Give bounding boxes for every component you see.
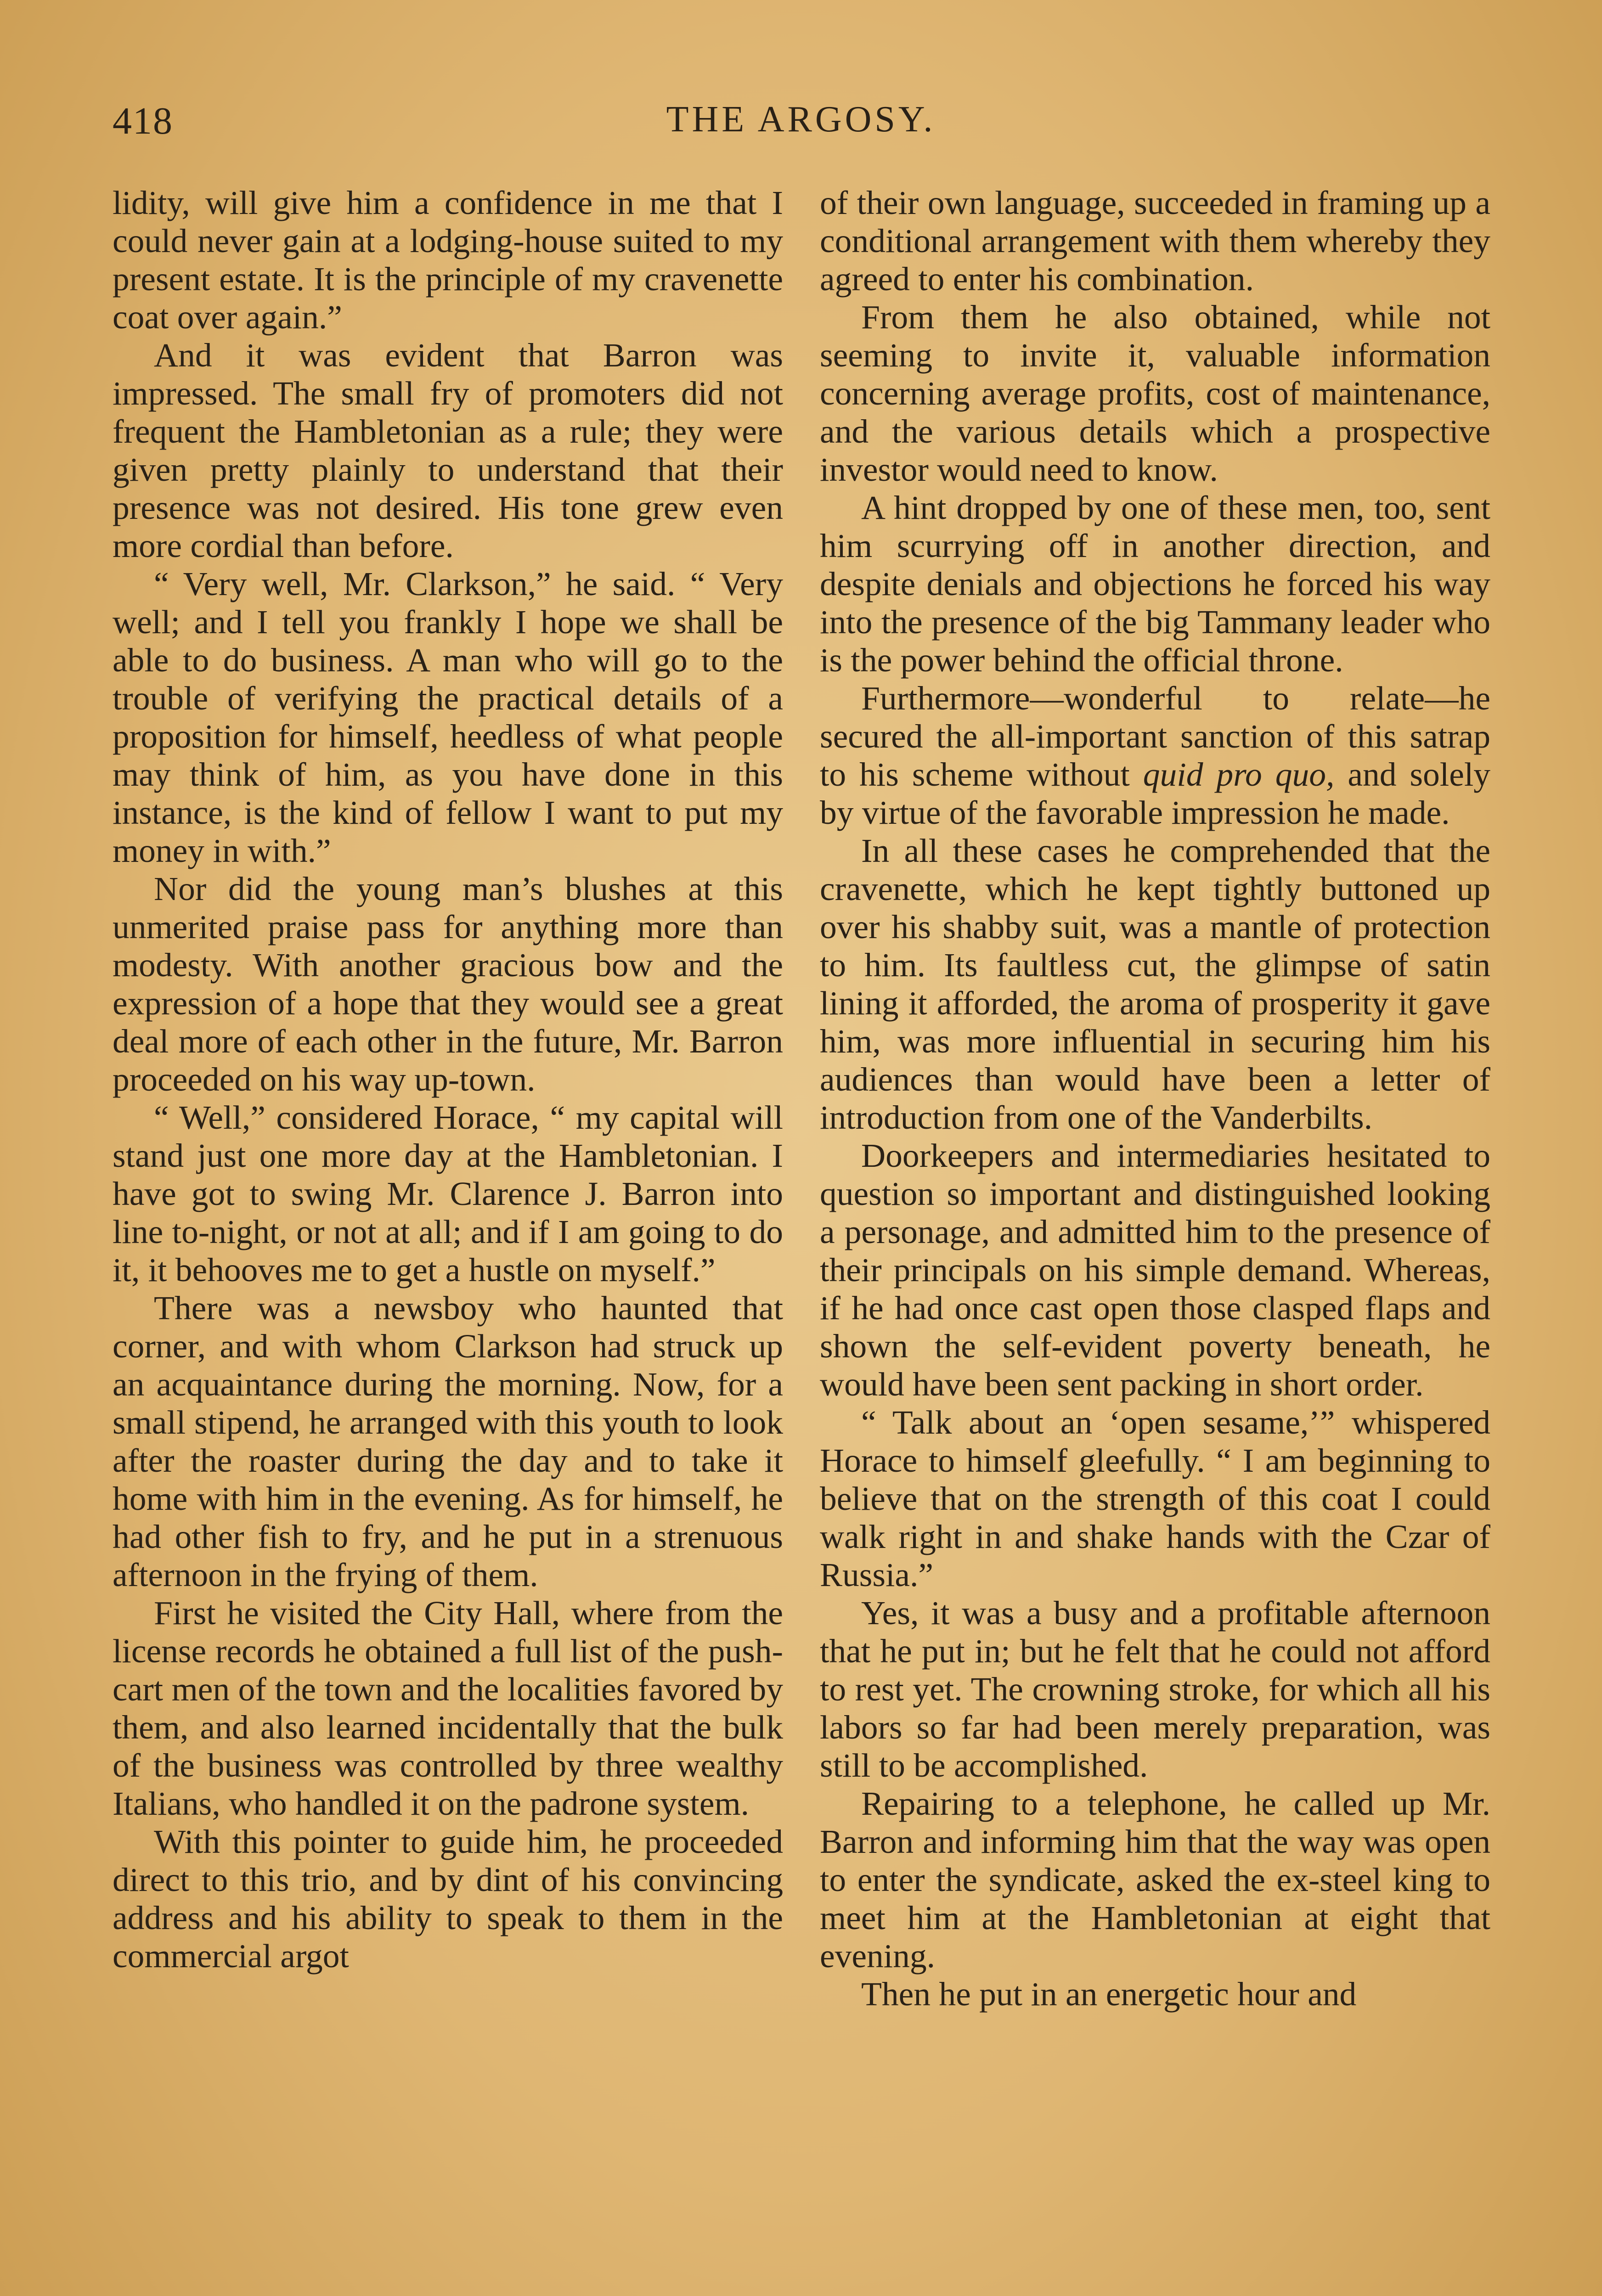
paragraph: Furthermore—wonderful to relate—he secured the all-important sanction of this satrap to his scheme without quid pro quo, and solely by virtue of the favorable impression he made.	[820, 680, 1490, 831]
paragraph: From them he also obtained, while not seeming to invite it, valuable information concerning average profits, cost of maintenance, and the various details which a prospective investor would need to know.	[820, 298, 1490, 488]
paragraph: Nor did the young man’s blushes at this unmerited praise pass for anything more than modesty. With another gracious bow and the expression of a hope that they would see a great deal more of each other in the future, Mr. Barron proceeded on his way up-town.	[113, 870, 783, 1098]
paragraph: With this pointer to guide him, he proceeded direct to this trio, and by dint of his convincing address and his ability to speak to them in the commercial argot	[113, 1823, 783, 1975]
paragraph: lidity, will give him a confidence in me that I could never gain at a lodging-house suited to my present estate. It is the principle of my cravenette coat over again.”	[113, 184, 783, 336]
italic-phrase: quid pro quo,	[1143, 756, 1335, 793]
right-column	[820, 184, 1490, 2013]
paragraph: In all these cases he comprehended that the cravenette, which he kept tightly buttoned up over his shabby suit, was a mantle of protection to him. Its faultless cut, the glimpse of satin lining it afforded, the aroma of prosperity it gave him, was more influential in securing him his audiences than would have been a letter of introduction from one of the Vanderbilts.	[820, 832, 1490, 1136]
page-header	[0, 99, 1602, 154]
paragraph: “ Talk about an ‘open sesame,’” whispered Horace to himself gleefully. “ I am beginning to believe that on the strength of this coat I could walk right in and shake hands with the Czar of Russia.”	[820, 1404, 1490, 1593]
running-head: THE ARGOSY.	[666, 99, 936, 140]
paragraph: Yes, it was a busy and a profitable afternoon that he put in; but he felt that he could not afford to rest yet. The crowning stroke, for which all his labors so far had been merely preparation, was still to be accomplished.	[820, 1594, 1490, 1784]
paragraph: Repairing to a telephone, he called up Mr. Barron and informing him that the way was open to enter the syndicate, asked the ex-steel king to meet him at the Hambletonian at eight that evening.	[820, 1785, 1490, 1975]
paragraph: “ Very well, Mr. Clarkson,” he said. “ Very well; and I tell you frankly I hope we shall be able to do business. A man who will go to the trouble of verifying the practical details of a proposition for himself, heedless of what people may think of him, as you have done in this instance, is the kind of fellow I want to put my money in with.”	[113, 565, 783, 869]
paragraph: Doorkeepers and intermediaries hesitated to question so important and distinguished looking a personage, and admitted him to the presence of their principals on his simple demand. Whereas, if he had once cast open those clasped flaps and shown the self-evident poverty beneath, he would have been sent packing in short order.	[820, 1137, 1490, 1403]
paragraph: “ Well,” considered Horace, “ my capital will stand just one more day at the Hambletonian. I have got to swing Mr. Clarence J. Barron into line to-night, or not at all; and if I am going to do it, it behooves me to get a hustle on myself.”	[113, 1099, 783, 1289]
paragraph: of their own language, succeeded in framing up a conditional arrangement with them whereby they agreed to enter his combination.	[820, 184, 1490, 298]
paragraph: Then he put in an energetic hour and	[861, 1975, 1357, 2013]
left-column	[113, 184, 783, 1975]
paragraph: A hint dropped by one of these men, too, sent him scurrying off in another direction, and despite denials and objections he forced his way into the presence of the big Tammany leader who is the power behind the official throne.	[820, 489, 1490, 679]
page-number: 418	[113, 100, 173, 142]
paragraph: And it was evident that Barron was impressed. The small fry of promoters did not frequent the Hambletonian as a rule; they were given pretty plainly to understand that their presence was not desired. His tone grew even more cordial than before.	[113, 337, 783, 564]
paragraph: First he visited the City Hall, where from the license records he obtained a full list of the push-cart men of the town and the localities favored by them, and also learned incidentally that the bulk of the business was controlled by three wealthy Italians, who handled it on the padrone system.	[113, 1594, 783, 1822]
paragraph: There was a newsboy who haunted that corner, and with whom Clarkson had struck up an acquaintance during the morning. Now, for a small stipend, he arranged with this youth to look after the roaster during the day and to take it home with him in the evening. As for himself, he had other fish to fry, and he put in a strenuous afternoon in the frying of them.	[113, 1289, 783, 1593]
